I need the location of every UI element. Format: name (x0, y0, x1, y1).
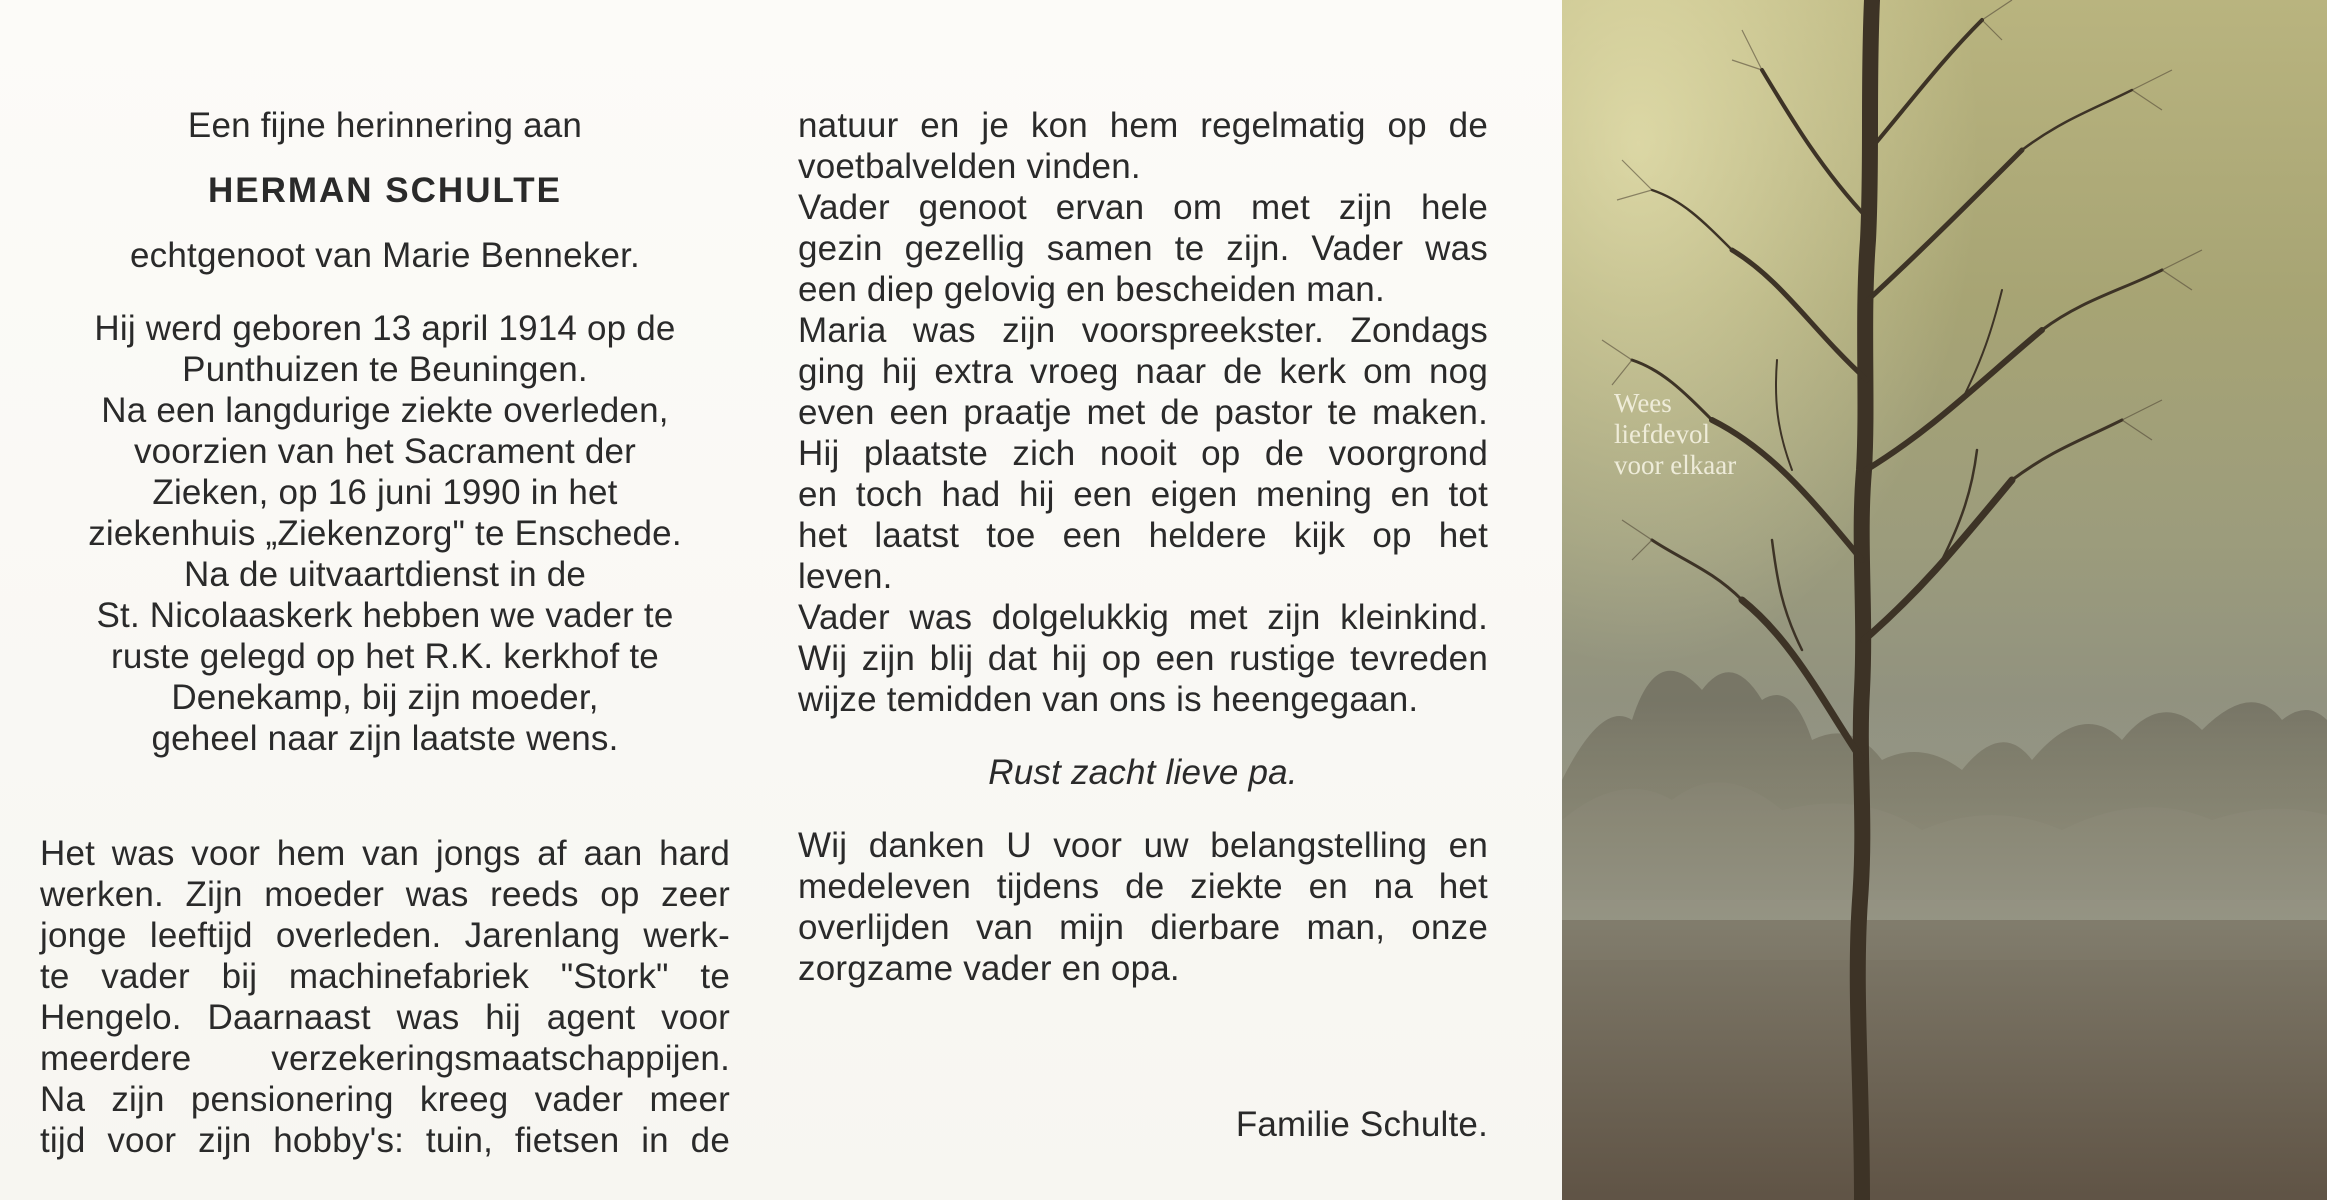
story-line: voetbalvelden vinden. (798, 147, 1141, 186)
bio-line: Hij werd geboren 13 april 1914 op de (94, 309, 676, 348)
bio-line: voorzien van het Sacrament der (133, 432, 637, 471)
story-line: meerdere verzekeringsmaatschappijen. (40, 1039, 730, 1078)
bio-line: ruste gelegd op het R.K. kerkhof te (111, 637, 659, 676)
closing-phrase: Rust zacht lieve pa. (988, 753, 1298, 792)
bio-line: Punthuizen te Beuningen. (182, 350, 588, 389)
photo-panel (1562, 0, 2327, 1200)
bio-line: ziekenhuis „Ziekenzorg" te Enschede. (88, 514, 682, 553)
story-line: ging hij extra vroeg naar de kerk om nog (798, 352, 1488, 391)
story-line: werken. Zijn moeder was reeds op zeer (40, 875, 730, 914)
thanks-line: overlijden van mijn dierbare man, onze (798, 908, 1488, 947)
story-line: te vader bij machinefabriek "Stork" te (40, 957, 730, 996)
caption-line: Wees (1614, 388, 1672, 418)
biography (40, 308, 730, 759)
story-line: een diep gelovig en bescheiden man. (798, 270, 1385, 309)
story-line: natuur en je kon hem regelmatig op de (798, 106, 1488, 145)
life-story-part-1 (40, 833, 730, 1161)
story-line: het laatst toe een heldere kijk op het (798, 516, 1488, 555)
story-line: Vader genoot ervan om met zijn hele (798, 188, 1488, 227)
thanks-line: Wij danken U voor uw belangstelling en (798, 826, 1488, 865)
story-line: Vader was dolgelukkig met zijn kleinkind. (798, 598, 1488, 637)
spouse-text: echtgenoot van Marie Benneker. (130, 236, 640, 275)
story-line: leven. (798, 557, 893, 596)
photo-caption (1614, 388, 1814, 481)
caption-line: liefdevol (1614, 419, 1710, 449)
story-line: tijd voor zijn hobby's: tuin, fietsen in de (40, 1121, 730, 1160)
story-line: wijze temidden van ons is heengegaan. (798, 680, 1419, 719)
story-line: jonge leeftijd overleden. Jarenlang werk- (40, 916, 730, 955)
bio-line: Zieken, op 16 juni 1990 in het (152, 473, 618, 512)
bio-line: Denekamp, bij zijn moeder, (171, 678, 599, 717)
story-line: Maria was zijn voorspreekster. Zondags (798, 311, 1488, 350)
story-line: Na zijn pensionering kreeg vader meer (40, 1080, 730, 1119)
story-line: en toch had hij een eigen mening en tot (798, 475, 1488, 514)
middle-column (798, 105, 1488, 1145)
left-column (40, 105, 730, 1161)
story-line: Wij zijn blij dat hij op een rustige tevreden (798, 639, 1488, 678)
bio-line: Na een langdurige ziekte overleden, (101, 391, 669, 430)
thanks-line: zorgzame vader en opa. (798, 949, 1180, 988)
bio-line: geheel naar zijn laatste wens. (151, 719, 619, 758)
story-line: even een praatje met de pastor te maken. (798, 393, 1488, 432)
family-signature: Familie Schulte. (1235, 1105, 1488, 1144)
caption-line: voor elkaar (1614, 450, 1737, 480)
landscape-illustration (1562, 0, 2327, 1200)
thanks-text (798, 825, 1488, 989)
story-line: Hij plaatste zich nooit op de voorgrond (798, 434, 1488, 473)
life-story-part-2 (798, 105, 1488, 720)
story-line: Hengelo. Daarnaast was hij agent voor (40, 998, 730, 1037)
intro-text: Een fijne herinnering aan (187, 106, 583, 145)
deceased-name: HERMAN SCHULTE (207, 171, 562, 210)
story-line: gezin gezellig samen te zijn. Vader was (798, 229, 1488, 268)
story-line: Het was voor hem van jongs af aan hard (40, 834, 730, 873)
bio-line: St. Nicolaaskerk hebben we vader te (96, 596, 674, 635)
thanks-line: medeleven tijdens de ziekte en na het (798, 867, 1488, 906)
bio-line: Na de uitvaartdienst in de (183, 555, 587, 594)
